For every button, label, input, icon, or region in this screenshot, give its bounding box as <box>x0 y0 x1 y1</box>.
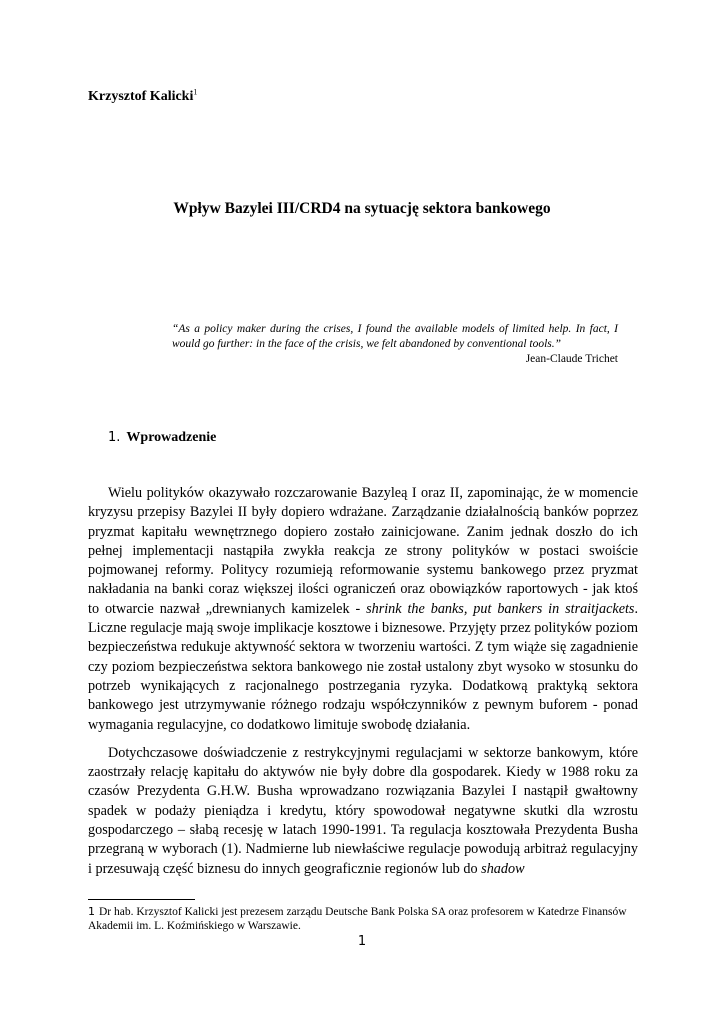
footnote <box>88 905 648 933</box>
footnote-mark: 1 <box>88 905 95 918</box>
footnote-text: Dr hab. Krzysztof Kalicki jest prezesem zarządu Deutsche Bank Polska SA oraz profesorem w Katedrze Finansów Akademii im. L. Koźmińskiego w Warszawie. <box>88 906 627 932</box>
author-name-text: Krzysztof Kalicki <box>88 89 194 104</box>
paragraph-2-text-a: Dotychczasowe doświadczenie z restrykcyjnymi regulacjami w sektorze bankowym, które zaostrzały relację kapitału do aktywów nie były dobre dla gospodarek. Kiedy w 1988 roku za czasów Prezydenta G.H.W. Busha wprowadzano rozwiązania Bazylei I nastąpił gwałtowny spadek w podaży pieniądza i kredytu, który spowodował negatywne skutki dla wzrostu gospodarczego – słabą recesję w latach 1990-1991. Ta regulacja kosztowała Prezydenta Busha przegraną w wyborach (1). Nadmierne lub niewłaściwe regulacje powodują arbitraż regulacyjny i przesuwają część biznesu do innych geograficznie regionów lub do <box>88 744 638 877</box>
author-footnote-ref[interactable]: 1 <box>193 87 198 97</box>
paragraph-1-text-b: . Liczne regulacje mają swoje implikacje kosztowe i biznesowe. Przyjęty przez polityków poziom bezpieczeństwa redukuje aktywność sektora w tworzeniu wartości. Z tym wiąże się zagadnienie czy poziom bezpieczeństwa sektora bankowego nie został ustalony zbyt wysoko w stosunku do potrzeb wynikających z racjonalnego postrzegania ryzyka. Dodatkową praktyką sektora bankowego jest utrzymywanie różnego rodzaju współczynników z pewnym buforem - ponad wymagania regulacyjne, co dodatkowo limituje swobodę działania. <box>88 600 638 733</box>
paragraph-1-text-a: Wielu polityków okazywało rozczarowanie Bazyleą I oraz II, zapominając, że w momencie kryzysu przepisy Bazylei II były dopiero wdrażane. Zarządzanie działalnością banków poprzez pryzmat kapitału wewnętrznego dopiero zostało zainicjowane. Zanim jednak doszło do ich pełnej implementacji nastąpiła zwykła reakcja ze strony polityków w postaci swoiście pojmowanej reformy. Politycy rozumieją reformowanie systemu bankowego przez pryzmat nakładania na banki coraz większej ilości ograniczeń oraz obowiązków raportowych - jak ktoś to otwarcie nazwał „drewnianych kamizelek - <box>88 485 638 617</box>
footnote-separator <box>88 899 195 900</box>
section-heading <box>108 430 216 446</box>
section-number: 1. <box>108 430 121 445</box>
epigraph <box>172 322 618 367</box>
paragraph-1 <box>88 484 638 735</box>
section-title: Wprowadzenie <box>126 430 217 445</box>
author-name <box>88 89 197 105</box>
page-number: 1 <box>357 934 367 949</box>
paper-title: Wpływ Bazylei III/CRD4 na sytuację sektora bankowego <box>173 200 551 217</box>
paragraph-1-italic: shrink the banks, put bankers in straitjackets <box>366 600 635 617</box>
paragraph-2 <box>88 744 638 879</box>
epigraph-source: Jean-Claude Trichet <box>525 353 618 365</box>
body-text <box>88 484 638 879</box>
paragraph-2-italic: shadow <box>481 860 525 877</box>
epigraph-quote: “As a policy maker during the crises, I found the available models of limited help. In fact, I would go further: in the face of the crisis, we felt abandoned by conventional tools.” <box>172 323 618 350</box>
